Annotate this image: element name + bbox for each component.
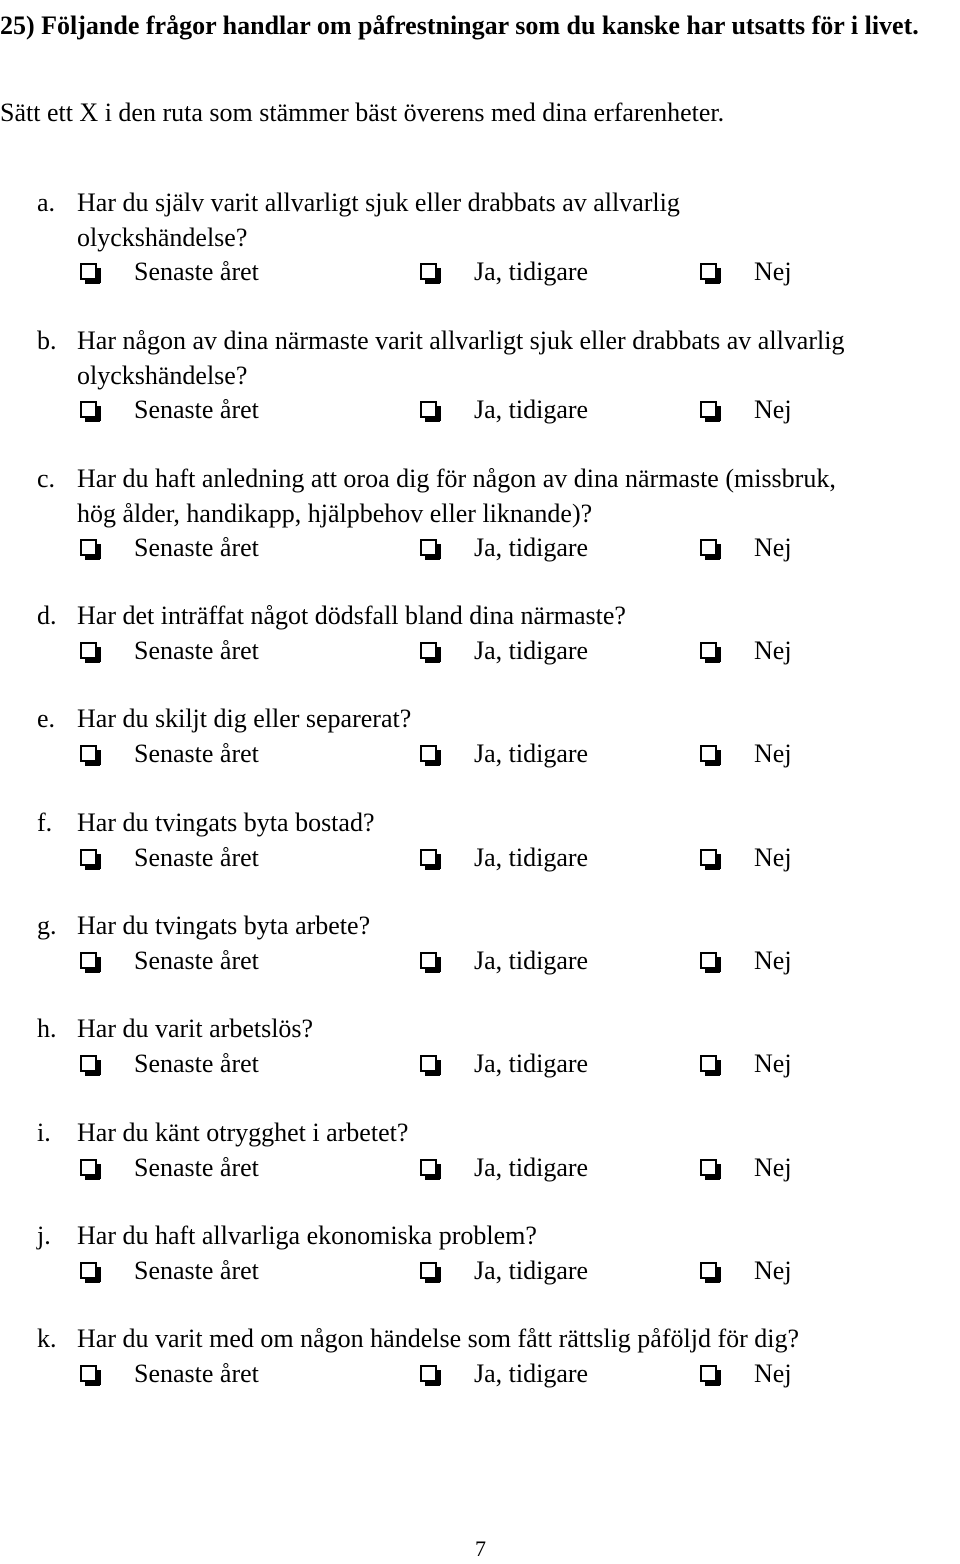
checkbox-icon[interactable] <box>700 1365 717 1382</box>
checkbox-icon[interactable] <box>420 849 437 866</box>
option-label: Ja, tidigare <box>474 533 589 562</box>
question-letter: f. <box>37 808 53 837</box>
question-letter: a. <box>37 188 56 217</box>
checkbox-icon[interactable] <box>700 263 717 280</box>
question-text: olyckshändelse? <box>77 360 248 390</box>
answer-options <box>0 531 960 565</box>
option-label: Ja, tidigare <box>474 1048 589 1078</box>
option-label: Senaste året <box>134 635 259 665</box>
question-text: Har du tvingats byta bostad? <box>77 808 375 837</box>
question-heading: 25) Följande frågor handlar om påfrestningar som du kanske har utsatts för i livet. <box>0 11 919 40</box>
checkbox-icon[interactable] <box>420 1055 437 1072</box>
option-label: Senaste året <box>134 257 259 286</box>
question-text: Har du haft anledning att oroa dig för någon av dina närmaste (missbruk, <box>77 464 836 493</box>
option-label: Nej <box>754 1255 792 1285</box>
option-label: Ja, tidigare <box>474 945 589 975</box>
option-label: Nej <box>754 738 792 768</box>
instruction-text: Sätt ett X i den ruta som stämmer bäst överens med dina erfarenheter. <box>0 98 725 127</box>
option-label: Nej <box>754 533 792 562</box>
checkbox-icon[interactable] <box>80 1159 97 1176</box>
question-letter: b. <box>37 326 57 355</box>
checkbox-icon[interactable] <box>700 849 717 866</box>
answer-options <box>0 737 960 771</box>
question-letter: i. <box>37 1118 51 1147</box>
question-letter: d. <box>37 601 57 630</box>
answer-options <box>0 1151 960 1185</box>
checkbox-icon[interactable] <box>80 1055 97 1072</box>
option-label: Senaste året <box>134 842 259 872</box>
option-label: Nej <box>754 635 792 665</box>
question-text: Har det inträffat något dödsfall bland dina närmaste? <box>77 601 626 630</box>
question-text: Har du haft allvarliga ekonomiska problem? <box>77 1221 537 1250</box>
checkbox-icon[interactable] <box>80 745 97 762</box>
question-text: Har du skiljt dig eller separerat? <box>77 704 412 733</box>
question-text: Har du själv varit allvarligt sjuk eller drabbats av allvarlig <box>77 188 680 217</box>
question-text: olyckshändelse? <box>77 222 248 252</box>
question-text: hög ålder, handikapp, hjälpbehov eller liknande)? <box>77 498 593 528</box>
option-label: Ja, tidigare <box>474 257 589 286</box>
question-letter: j. <box>37 1221 51 1250</box>
option-label: Nej <box>754 1048 792 1078</box>
checkbox-icon[interactable] <box>420 1159 437 1176</box>
checkbox-icon[interactable] <box>420 642 437 659</box>
checkbox-icon[interactable] <box>420 1262 437 1279</box>
question-letter: h. <box>37 1014 57 1043</box>
checkbox-icon[interactable] <box>700 1159 717 1176</box>
option-label: Nej <box>754 842 792 872</box>
checkbox-icon[interactable] <box>700 1262 717 1279</box>
question-letter: e. <box>37 704 56 733</box>
page-number: 7 <box>475 1536 486 1561</box>
checkbox-icon[interactable] <box>420 1365 437 1382</box>
option-label: Senaste året <box>134 533 259 562</box>
option-label: Ja, tidigare <box>474 1358 589 1388</box>
question-text: Har du varit med om någon händelse som fått rättslig påföljd för dig? <box>77 1324 800 1353</box>
checkbox-icon[interactable] <box>420 263 437 280</box>
checkbox-icon[interactable] <box>80 1365 97 1382</box>
option-label: Senaste året <box>134 1358 259 1388</box>
checkbox-icon[interactable] <box>700 1055 717 1072</box>
option-label: Senaste året <box>134 945 259 975</box>
answer-options <box>0 1047 960 1081</box>
checkbox-icon[interactable] <box>700 745 717 762</box>
checkbox-icon[interactable] <box>700 539 717 556</box>
option-label: Ja, tidigare <box>474 842 589 872</box>
question-text: Har du känt otrygghet i arbetet? <box>77 1118 409 1147</box>
checkbox-icon[interactable] <box>80 642 97 659</box>
checkbox-icon[interactable] <box>700 401 717 418</box>
question-letter: g. <box>37 911 57 940</box>
option-label: Ja, tidigare <box>474 1152 589 1182</box>
option-label: Nej <box>754 1152 792 1182</box>
question-letter: c. <box>37 464 56 493</box>
answer-options <box>0 841 960 875</box>
option-label: Senaste året <box>134 395 259 424</box>
checkbox-icon[interactable] <box>80 539 97 556</box>
checkbox-icon[interactable] <box>80 401 97 418</box>
answer-options <box>0 393 960 427</box>
question-text: Har någon av dina närmaste varit allvarligt sjuk eller drabbats av allvarlig <box>77 326 845 355</box>
question-letter: k. <box>37 1324 57 1353</box>
answer-options <box>0 1357 960 1391</box>
question-text: Har du tvingats byta arbete? <box>77 911 371 940</box>
option-label: Senaste året <box>134 738 259 768</box>
answer-options <box>0 944 960 978</box>
option-label: Ja, tidigare <box>474 395 589 424</box>
checkbox-icon[interactable] <box>420 539 437 556</box>
option-label: Ja, tidigare <box>474 635 589 665</box>
checkbox-icon[interactable] <box>80 1262 97 1279</box>
option-label: Nej <box>754 257 792 286</box>
question-text: Har du varit arbetslös? <box>77 1014 314 1043</box>
option-label: Nej <box>754 945 792 975</box>
option-label: Senaste året <box>134 1048 259 1078</box>
checkbox-icon[interactable] <box>700 642 717 659</box>
checkbox-icon[interactable] <box>420 952 437 969</box>
checkbox-icon[interactable] <box>80 849 97 866</box>
option-label: Senaste året <box>134 1152 259 1182</box>
option-label: Ja, tidigare <box>474 738 589 768</box>
option-label: Nej <box>754 1358 792 1388</box>
option-label: Ja, tidigare <box>474 1255 589 1285</box>
checkbox-icon[interactable] <box>80 263 97 280</box>
checkbox-icon[interactable] <box>420 401 437 418</box>
checkbox-icon[interactable] <box>80 952 97 969</box>
answer-options <box>0 1254 960 1288</box>
option-label: Nej <box>754 395 792 424</box>
checkbox-icon[interactable] <box>420 745 437 762</box>
answer-options <box>0 634 960 668</box>
option-label: Senaste året <box>134 1255 259 1285</box>
answer-options <box>0 255 960 289</box>
checkbox-icon[interactable] <box>700 952 717 969</box>
